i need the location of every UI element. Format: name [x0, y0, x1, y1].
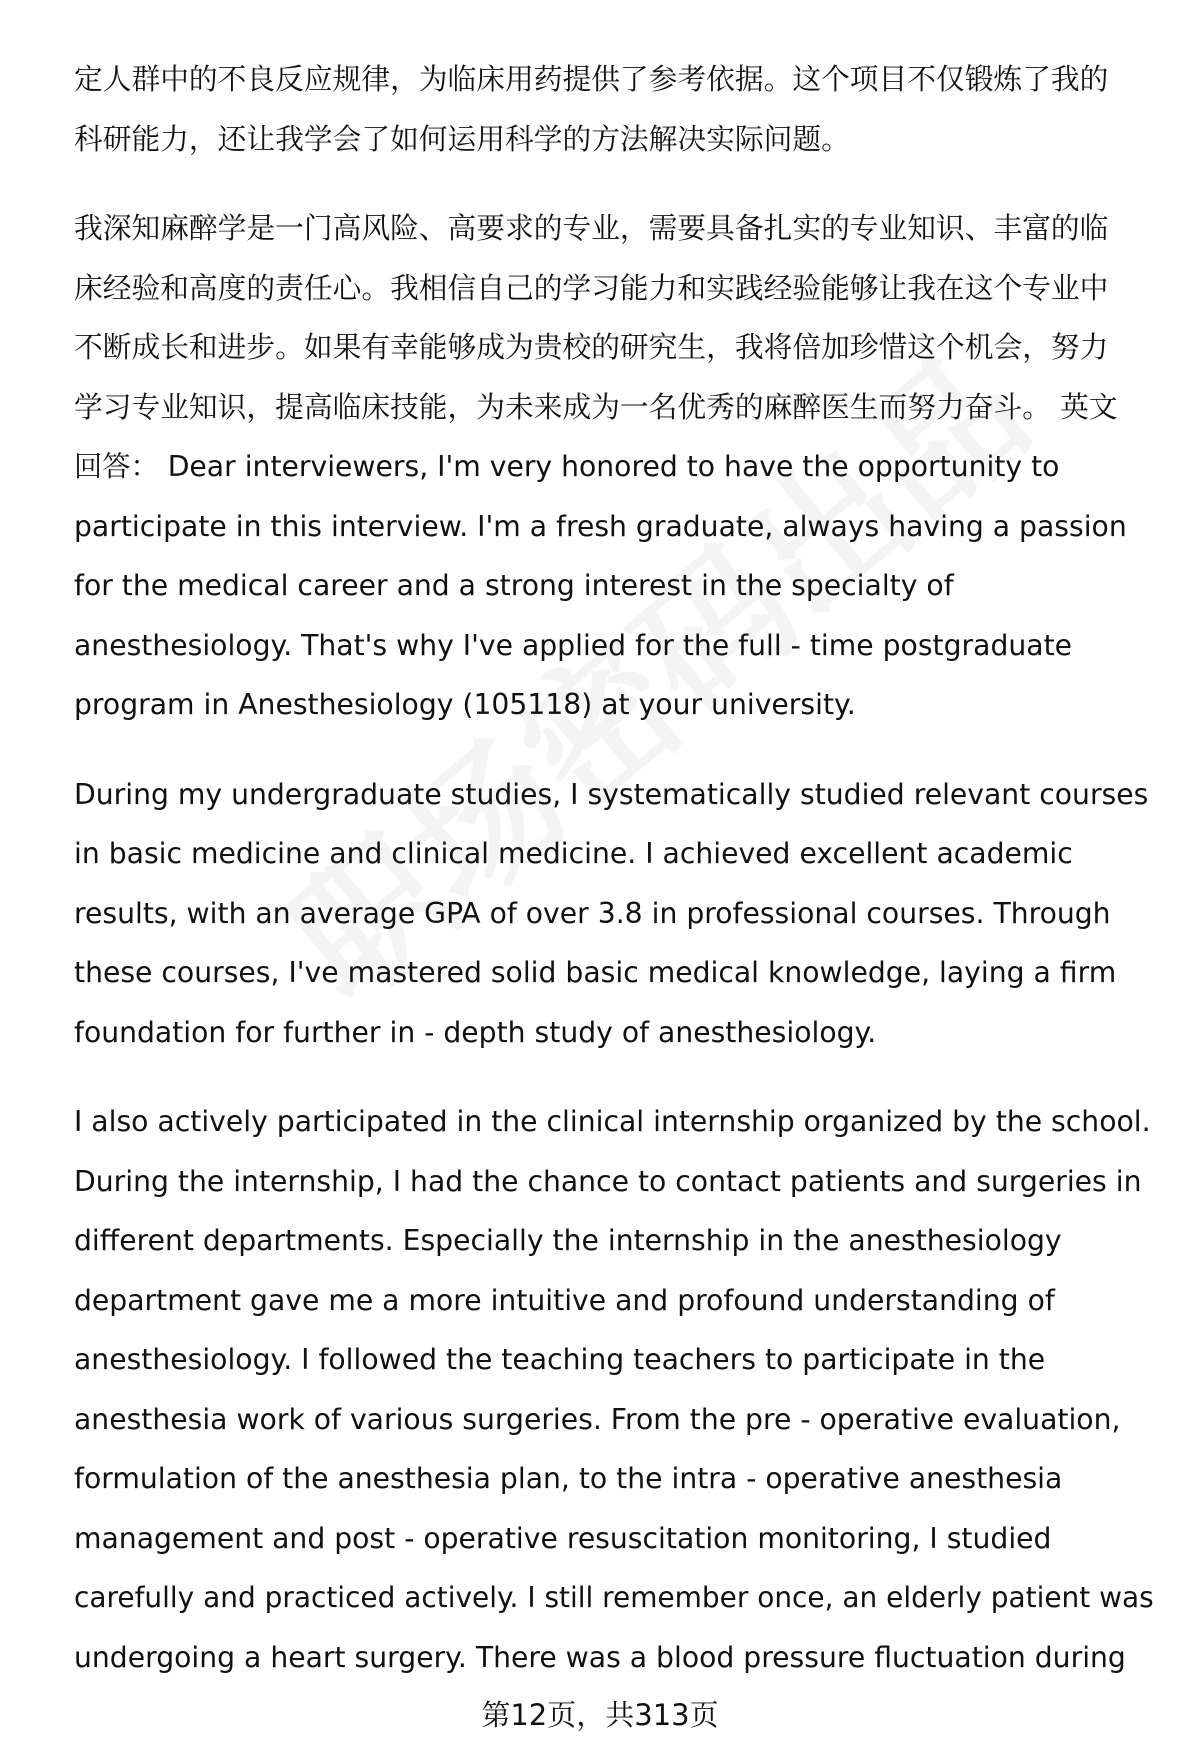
- text-line: 回答： Dear interviewers, I'm very honored to have the opportunity to: [74, 450, 1060, 483]
- text-line: different departments. Especially the internship in the anesthesiology: [74, 1224, 1062, 1257]
- text-line: 学习专业知识，提高临床技能，为未来成为一名优秀的麻醉医生而努力奋斗。 英文: [74, 389, 1118, 424]
- text-line: During my undergraduate studies, I systematically studied relevant courses: [74, 777, 1149, 811]
- text-line: 科研能力，还让我学会了如何运用科学的方法解决实际问题。: [74, 121, 850, 156]
- text-line: 我深知麻醉学是一门高风险、高要求的专业，需要具备扎实的专业知识、丰富的临: [74, 211, 1109, 245]
- paragraph-4: [74, 1092, 1164, 1687]
- text-line: 床经验和高度的责任心。我相信自己的学习能力和实践经验能够让我在这个专业中: [74, 270, 1109, 305]
- text-line: carefully and practiced actively. I still remember once, an elderly patient was: [74, 1581, 1154, 1614]
- text-line: these courses, I've mastered solid basic medical knowledge, laying a firm: [74, 956, 1117, 989]
- text-line: formulation of the anesthesia plan, to the intra - operative anesthesia: [74, 1462, 1063, 1495]
- text-line: results, with an average GPA of over 3.8 in professional courses. Through: [74, 896, 1111, 930]
- text-line: I also actively participated in the clinical internship organized by the school.: [74, 1105, 1151, 1138]
- text-line: During the internship, I had the chance to contact patients and surgeries in: [74, 1164, 1142, 1198]
- text-line: foundation for further in - depth study of anesthesiology.: [74, 1015, 877, 1049]
- text-line: anesthesiology. That's why I've applied for the full - time postgraduate: [74, 628, 1073, 662]
- document-body: [74, 50, 1164, 1717]
- paragraph-1: [74, 50, 1164, 169]
- text-line: participate in this interview. I'm a fresh graduate, always having a passion: [74, 509, 1127, 543]
- text-line: anesthesia work of various surgeries. From the pre - operative evaluation,: [74, 1402, 1121, 1436]
- text-line: department gave me a more intuitive and profound understanding of: [74, 1283, 1055, 1317]
- text-line: 定人群中的不良反应规律，为临床用药提供了参考依据。这个项目不仅锻炼了我的: [74, 62, 1109, 96]
- text-line: anesthesiology. I followed the teaching teachers to participate in the: [74, 1343, 1046, 1376]
- page-number: 第12页，共313页: [481, 1698, 719, 1732]
- text-line: management and post - operative resuscitation monitoring, I studied: [74, 1521, 1052, 1555]
- paragraph-3: [74, 765, 1164, 1063]
- text-line: in basic medicine and clinical medicine. I achieved excellent academic: [74, 837, 1073, 870]
- text-line: program in Anesthesiology (105118) at your university.: [74, 688, 856, 721]
- text-line: undergoing a heart surgery. There was a blood pressure fluctuation during: [74, 1640, 1126, 1674]
- paragraph-2: [74, 199, 1164, 735]
- text-line: 不断成长和进步。如果有幸能够成为贵校的研究生，我将倍加珍惜这个机会，努力: [74, 330, 1109, 364]
- text-line: for the medical career and a strong interest in the specialty of: [74, 569, 954, 602]
